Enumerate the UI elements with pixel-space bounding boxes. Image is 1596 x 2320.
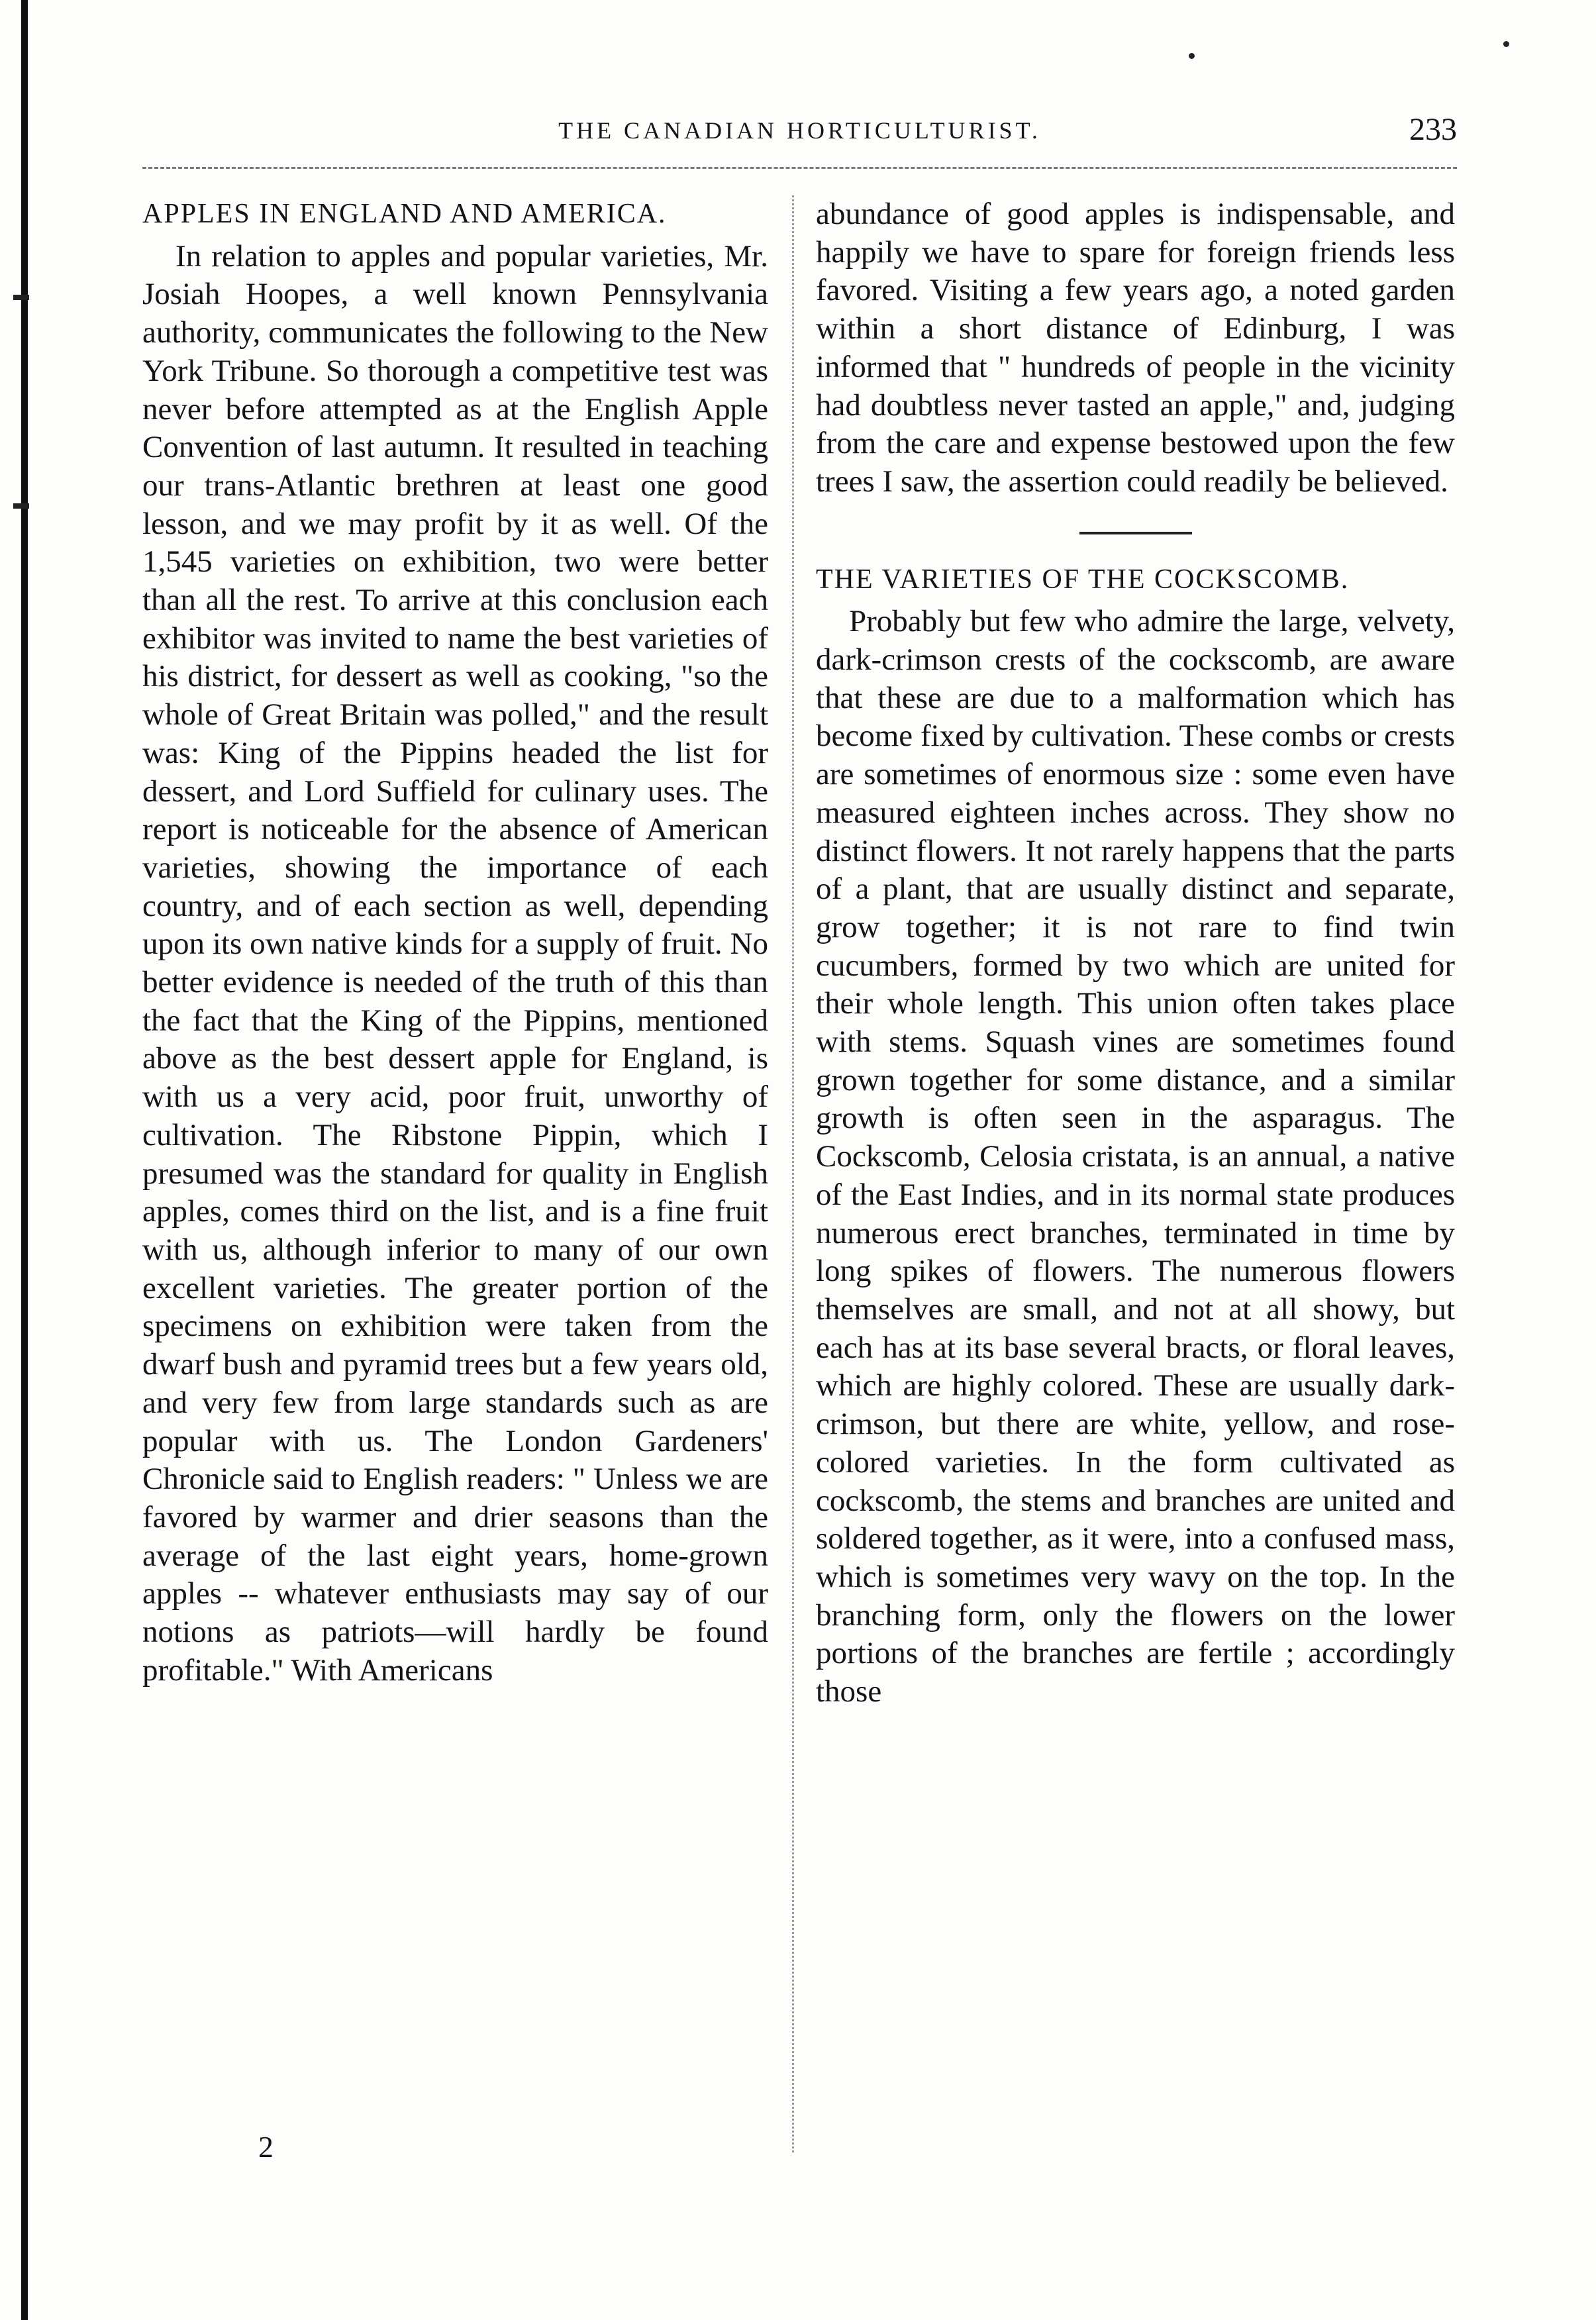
margin-mark bbox=[13, 295, 29, 300]
margin-mark bbox=[13, 503, 29, 509]
print-speck bbox=[1189, 53, 1195, 59]
page-number: 233 bbox=[1409, 112, 1457, 147]
header-rule bbox=[142, 167, 1457, 169]
section-separator bbox=[1079, 532, 1192, 534]
left-column bbox=[142, 195, 768, 1690]
article-paragraph: In relation to apples and popular varieties, Mr. Josiah Hoopes, a well known Pennsylvania authority, communicates the following to the New York Tribune. So thorough a competitive test was never before attempted as at the English Apple Convention of last autumn. It resulted in teaching our trans-Atlantic brethren at least one good lesson, and we may profit by it as well. Of the 1,545 varieties on exhibition, two were better than all the rest. To arrive at this conclusion each exhibitor was invited to name the best varieties of his district, for dessert as well as cooking, "so the whole of Great Britain was polled," and the result was: King of the Pippins headed the list for dessert, and Lord Suffield for culinary uses. The report is noticeable for the absence of American varieties, showing the importance of each country, and of each section as well, depending upon its own native kinds for a supply of fruit. No better evidence is needed of the truth of this than the fact that the King of the Pippins, mentioned above as the best dessert apple for England, is with us a very acid, poor fruit, unworthy of cultivation. The Ribstone Pippin, which I presumed was the standard for quality in English apples, comes third on the list, and is a fine fruit with us, although inferior to many of our own excellent varieties. The greater portion of the specimens on exhibition were taken from the dwarf bush and pyramid trees but a few years old, and very few from large standards such as are popular with us. The London Gardeners' Chronicle said to English readers: " Unless we are favored by warmer and drier seasons than the average of the last eight years, home-grown apples -- whatever enthusiasts may say of our notions as patriots—will hardly be found profitable." With Americans bbox=[142, 238, 768, 1688]
article-paragraph: Probably but few who admire the large, velvety, dark-crimson crests of the cockscomb, are aware that these are due to a malformation which has become fixed by cultivation. These combs or crests are sometimes of enormous size : some even have measured eighteen inches across. They show no distinct flowers. It not rarely happens that the parts of a plant, that are usually distinct and separate, grow together; it is not rare to find twin cucumbers, formed by two which are united for their whole length. This union often takes place with stems. Squash vines are sometimes found grown together for some distance, and a similar growth is often seen in the asparagus. The Cockscomb, Celosia cristata, is an annual, a native of the East Indies, and in its normal state produces numerous erect branches, terminated in time by long spikes of flowers. The numerous flowers themselves are small, and not at all showy, but each has at its base several bracts, or floral leaves, which are highly colored. These are usually dark-crimson, but there are white, yellow, and rose-colored varieties. In the form cultivated as cockscomb, the stems and branches are united and soldered together, as it were, into a confused mass, which is sometimes very wavy on the top. In the branching form, only the flowers on the lower portions of the branches are fertile ; accordingly those bbox=[816, 604, 1455, 1709]
continued-paragraph: abundance of good apples is indispensable, and happily we have to spare for foreign friends less favored. Visiting a few years ago, a noted garden within a short distance of Edinburg, I was informed that " hundreds of people in the vicinity had doubtless never tasted an apple," and, judging from the care and expense bestowed upon the few trees I saw, the assertion could readily be believed. bbox=[816, 197, 1455, 499]
page-edge-rule bbox=[21, 0, 28, 2320]
right-column bbox=[816, 195, 1455, 1711]
running-head bbox=[142, 114, 1457, 160]
column-divider bbox=[792, 195, 794, 2152]
article-title-apples: APPLES IN ENGLAND AND AMERICA. bbox=[142, 199, 667, 229]
signature-mark: 2 bbox=[258, 2130, 274, 2164]
article-title-cockscomb: THE VARIETIES OF THE COCKSCOMB. bbox=[816, 564, 1350, 595]
print-speck bbox=[1503, 41, 1509, 47]
running-title: THE CANADIAN HORTICULTURIST. bbox=[558, 117, 1041, 144]
